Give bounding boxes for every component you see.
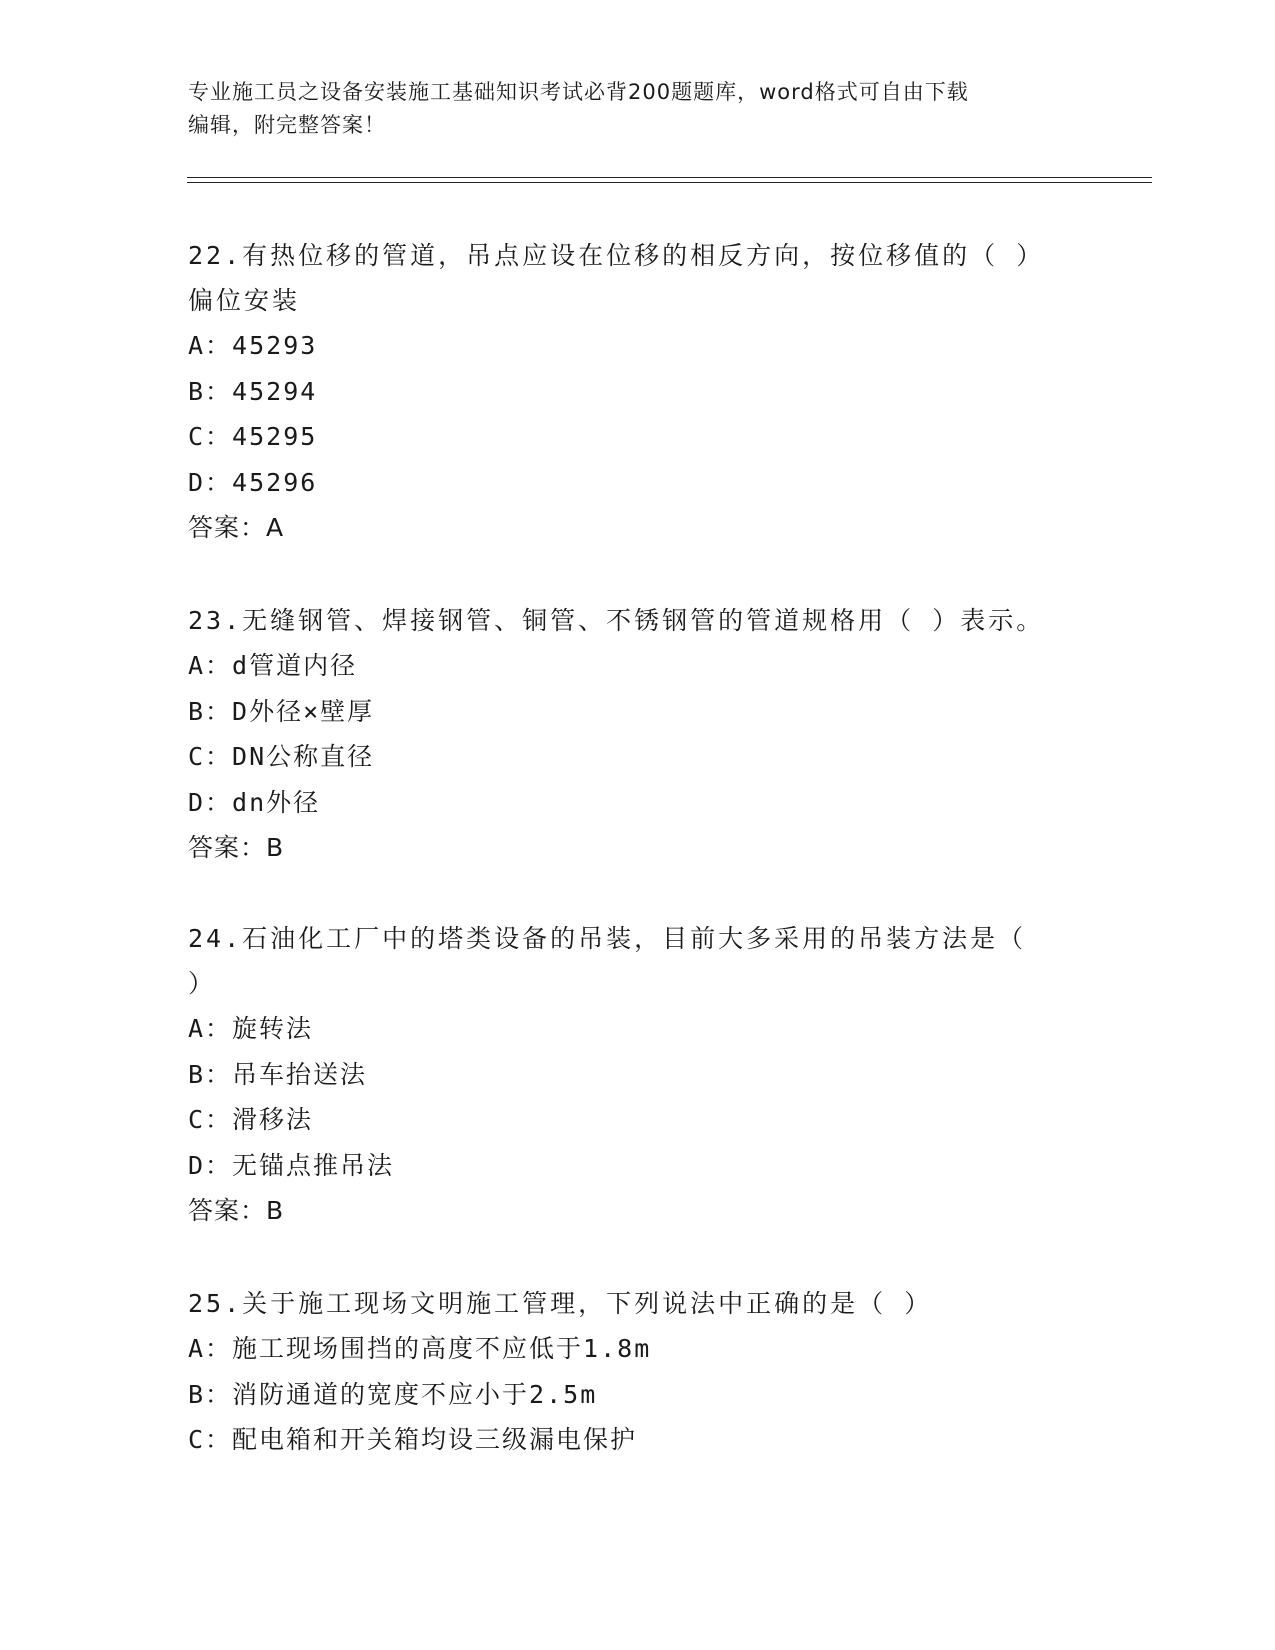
header-divider-top bbox=[187, 177, 1152, 178]
question-23 bbox=[188, 598, 1058, 871]
answer-line: 答案：B bbox=[188, 833, 285, 862]
question-25 bbox=[188, 1281, 1058, 1463]
option-a: A：施工现场围挡的高度不应低于1.8m bbox=[188, 1334, 652, 1363]
option-d: D：dn外径 bbox=[188, 787, 321, 817]
option-d: D：无锚点推吊法 bbox=[188, 1150, 395, 1180]
question-22 bbox=[188, 233, 1058, 551]
option-b: B：D外径×壁厚 bbox=[188, 696, 375, 726]
option-a: A：d管道内径 bbox=[188, 651, 358, 680]
option-a: A：45293 bbox=[188, 331, 318, 360]
option-c: C：45295 bbox=[188, 422, 318, 451]
option-c: C：配电箱和开关箱均设三级漏电保护 bbox=[188, 1425, 638, 1454]
question-stem: 23.无缝钢管、焊接钢管、铜管、不锈钢管的管道规格用（ ）表示。 bbox=[188, 606, 1045, 635]
option-d: D：45296 bbox=[188, 467, 318, 497]
option-c: C：滑移法 bbox=[188, 1105, 314, 1134]
answer-line: 答案：B bbox=[188, 1196, 285, 1225]
question-stem: 24.石油化工厂中的塔类设备的吊装，目前大多采用的吊装方法是（ ） bbox=[188, 924, 1027, 998]
header-divider-bottom bbox=[187, 182, 1152, 183]
option-a: A：旋转法 bbox=[188, 1014, 314, 1043]
question-stem: 22.有热位移的管道，吊点应设在位移的相反方向，按位移值的（ ）偏位安装 bbox=[188, 241, 1045, 315]
question-24 bbox=[188, 916, 1058, 1234]
question-stem: 25.关于施工现场文明施工管理，下列说法中正确的是（ ） bbox=[188, 1289, 933, 1318]
option-c: C：DN公称直径 bbox=[188, 742, 375, 771]
option-b: B：消防通道的宽度不应小于2.5m bbox=[188, 1379, 598, 1409]
header-line-2: 编辑，附完整答案！ bbox=[188, 113, 386, 137]
answer-line: 答案：A bbox=[188, 513, 285, 542]
option-b: B：45294 bbox=[188, 376, 318, 406]
document-header bbox=[188, 76, 1088, 142]
header-line-1: 专业施工员之设备安装施工基础知识考试必背200题题库，word格式可自由下载 bbox=[188, 80, 969, 104]
option-b: B：吊车抬送法 bbox=[188, 1059, 368, 1089]
